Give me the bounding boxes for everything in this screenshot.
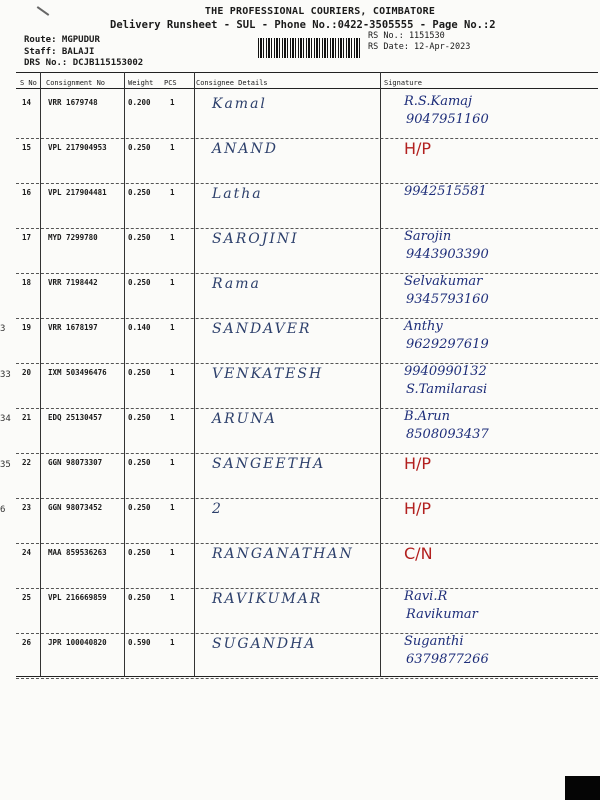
col-header-pcs: PCS (164, 79, 177, 87)
row-sno: 18 (22, 278, 32, 287)
row-pcs: 1 (170, 413, 175, 422)
row-consignment-no: VRR 1678197 (48, 323, 98, 332)
margin-mark: 33 (0, 370, 11, 380)
row-phone-handwriting: 6379877266 (406, 652, 489, 667)
scan-shadow (565, 776, 600, 800)
row-weight: 0.590 (128, 638, 151, 647)
row-signature: B.Arun (404, 409, 451, 424)
row-sno: 14 (22, 98, 32, 107)
row-weight: 0.250 (128, 503, 151, 512)
row-weight: 0.250 (128, 188, 151, 197)
row-consignment-no: VPL 217904953 (48, 143, 107, 152)
row-consignment-no: EDQ 25130457 (48, 413, 103, 422)
row-weight: 0.250 (128, 593, 151, 602)
row-weight: 0.250 (128, 413, 151, 422)
row-consignee-handwriting: Kamal (212, 96, 267, 112)
row-signature: Ravi.R (404, 589, 448, 604)
row-sno: 15 (22, 143, 32, 152)
row-sno: 20 (22, 368, 32, 377)
row-sno: 25 (22, 593, 32, 602)
row-sno: 23 (22, 503, 32, 512)
row-consignment-no: VRR 1679748 (48, 98, 98, 107)
row-phone-handwriting: 9047951160 (406, 112, 489, 127)
margin-mark: 35 (0, 460, 11, 470)
row-consignment-no: GGN 98073307 (48, 458, 103, 467)
row-phone-handwriting: S.Tamilarasi (406, 382, 488, 397)
row-consignee-handwriting: ARUNA (212, 411, 277, 427)
row-sno: 17 (22, 233, 32, 242)
row-pcs: 1 (170, 143, 175, 152)
row-pcs: 1 (170, 503, 175, 512)
row-consignee-handwriting: RAVIKUMAR (212, 591, 323, 607)
row-pcs: 1 (170, 233, 175, 242)
table-row (16, 274, 598, 319)
row-pcs: 1 (170, 548, 175, 557)
table-header-border (16, 88, 598, 89)
route-label: Route: MGPUDUR (24, 35, 100, 45)
row-pcs: 1 (170, 593, 175, 602)
row-phone-handwriting: 9443903390 (406, 247, 489, 262)
table-row (16, 589, 598, 634)
rs-info (368, 31, 470, 53)
row-pcs: 1 (170, 458, 175, 467)
route-info (24, 35, 143, 70)
row-consignment-no: IXM 503496476 (48, 368, 107, 377)
margin-mark: 34 (0, 414, 11, 424)
row-sno: 24 (22, 548, 32, 557)
row-consignment-no: JPR 100040820 (48, 638, 107, 647)
table-row (16, 94, 598, 139)
row-signature: H/P (404, 454, 432, 473)
row-sno: 26 (22, 638, 32, 647)
row-phone-handwriting: 9345793160 (406, 292, 489, 307)
row-weight: 0.140 (128, 323, 151, 332)
row-consignee-handwriting: VENKATESH (212, 366, 324, 382)
row-consignee-handwriting: SAROJINI (212, 231, 299, 247)
margin-mark: 3 (0, 324, 6, 334)
table-top-border (16, 72, 598, 73)
page-title: THE PROFESSIONAL COURIERS, COIMBATORE (204, 6, 436, 17)
row-phone-handwriting: 8508093437 (406, 427, 489, 442)
col-header-weight: Weight (128, 79, 154, 87)
row-weight: 0.200 (128, 98, 151, 107)
row-signature: Selvakumar (404, 274, 483, 289)
table-row (16, 634, 598, 679)
row-weight: 0.250 (128, 548, 151, 557)
row-signature: R.S.Kamaj (404, 94, 473, 109)
row-sno: 21 (22, 413, 32, 422)
barcode (258, 38, 362, 58)
row-signature: H/P (404, 139, 432, 158)
table-row (16, 139, 598, 184)
row-consignee-handwriting: RANGANATHAN (212, 546, 354, 562)
row-consignee-handwriting: SANGEETHA (212, 456, 326, 472)
row-weight: 0.250 (128, 458, 151, 467)
row-phone-handwriting: 9629297619 (406, 337, 489, 352)
row-signature: Suganthi (404, 634, 464, 649)
drs-label: DRS No.: DCJB115153002 (24, 58, 144, 68)
row-signature: Sarojin (404, 229, 452, 244)
table-row (16, 319, 598, 364)
row-consignment-no: GGN 98073452 (48, 503, 103, 512)
row-signature: C/N (404, 544, 433, 563)
scan-mark (37, 6, 50, 16)
table-row (16, 544, 598, 589)
rs-number: RS No.: 1151530 (368, 31, 445, 41)
row-weight: 0.250 (128, 368, 151, 377)
table-row (16, 364, 598, 409)
row-pcs: 1 (170, 278, 175, 287)
col-header-signature: Signature (384, 79, 422, 87)
row-consignment-no: MAA 859536263 (48, 548, 107, 557)
staff-label: Staff: BALAJI (24, 46, 95, 57)
row-consignee-handwriting: Latha (212, 186, 263, 202)
table-row (16, 454, 598, 499)
col-header-consignee: Consignee Details (196, 79, 268, 87)
row-pcs: 1 (170, 638, 175, 647)
table-row (16, 229, 598, 274)
row-weight: 0.250 (128, 278, 151, 287)
row-divider (16, 678, 598, 679)
row-sno: 16 (22, 188, 32, 197)
row-consignee-handwriting: SUGANDHA (212, 636, 317, 652)
row-consignment-no: VRR 7198442 (48, 278, 98, 287)
row-signature: 9940990132 (404, 364, 487, 379)
row-signature: 9942515581 (404, 184, 487, 199)
row-sno: 19 (22, 323, 32, 332)
row-consignee-handwriting: 2 (212, 501, 223, 517)
row-weight: 0.250 (128, 143, 151, 152)
margin-mark: 6 (0, 505, 6, 515)
row-pcs: 1 (170, 98, 175, 107)
table-row (16, 499, 598, 544)
col-header-sno: S No (20, 79, 37, 87)
table-row (16, 409, 598, 454)
row-consignment-no: MYD 7299780 (48, 233, 98, 242)
rs-date: RS Date: 12-Apr-2023 (368, 42, 471, 52)
row-consignee-handwriting: Rama (212, 276, 261, 292)
row-pcs: 1 (170, 323, 175, 332)
row-consignee-handwriting: ANAND (212, 141, 278, 157)
row-pcs: 1 (170, 188, 175, 197)
col-header-consignment: Consignment No (46, 79, 106, 87)
row-sno: 22 (22, 458, 32, 467)
page-subtitle: Delivery Runsheet - SUL - Phone No.:0422-3505555 - Page No.:2 (110, 19, 496, 31)
row-consignee-handwriting: SANDAVER (212, 321, 312, 337)
row-signature: H/P (404, 499, 432, 518)
row-phone-handwriting: Ravikumar (406, 607, 478, 622)
row-pcs: 1 (170, 368, 175, 377)
row-consignment-no: VPL 216669859 (48, 593, 107, 602)
row-weight: 0.250 (128, 233, 151, 242)
row-signature: Anthy (404, 319, 443, 334)
row-consignment-no: VPL 217904481 (48, 188, 107, 197)
table-row (16, 184, 598, 229)
